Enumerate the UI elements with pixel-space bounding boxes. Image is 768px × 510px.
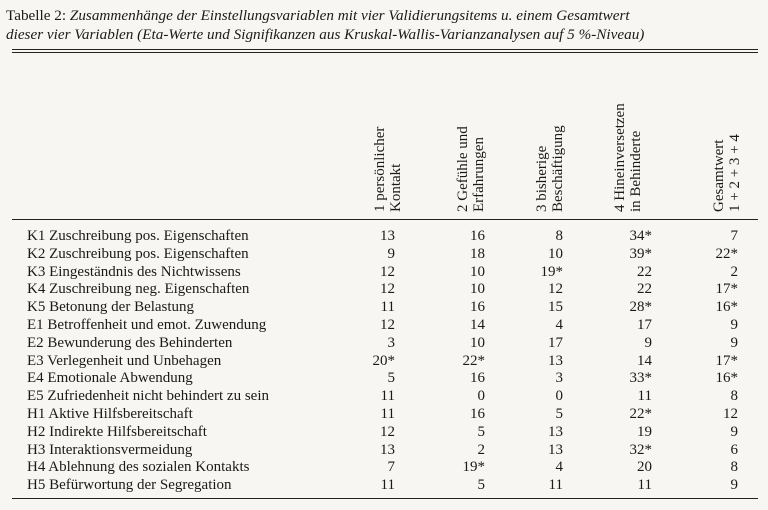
cell-col-4: 9: [644, 334, 652, 351]
cell-col-1: 7: [387, 459, 395, 476]
row-label: H3 Interaktionsvermeidung: [27, 441, 193, 458]
cell-col-5: 12: [723, 406, 738, 422]
table-row: [0, 299, 768, 317]
cell-col-2: 5: [477, 423, 485, 440]
cell-col-3: 19*: [540, 263, 563, 280]
row-label: E5 Zufriedenheit nicht behindert zu sein: [27, 388, 269, 405]
cell-col-3: 10: [548, 245, 563, 262]
table-row: [0, 477, 768, 495]
cell-col-2: 14: [470, 317, 485, 333]
cell-col-5: 16*: [715, 370, 738, 387]
table-row: [0, 388, 768, 406]
cell-col-5: 8: [730, 459, 738, 476]
column-header-2-line-2: Erfahrungen: [470, 137, 487, 212]
cell-col-3: 5: [555, 406, 563, 422]
cell-col-1: 13: [380, 441, 395, 458]
column-header-3-line-1: 3 bisherige: [534, 145, 550, 212]
bottom-rule: [12, 498, 758, 499]
row-label: H5 Befürwortung der Segregation: [27, 477, 232, 494]
cell-col-4: 11: [637, 477, 652, 494]
row-label: E2 Bewunderung des Behinderten: [27, 334, 233, 351]
cell-col-2: 19*: [462, 459, 485, 476]
caption-lead: Tabelle 2:: [6, 7, 70, 24]
cell-col-5: 2: [730, 263, 738, 280]
cell-col-3: 11: [548, 477, 563, 494]
cell-col-5: 17*: [715, 352, 738, 369]
cell-col-3: 17: [548, 334, 563, 351]
cell-col-3: 3: [555, 370, 563, 387]
row-label: H2 Indirekte Hilfsbereitschaft: [27, 423, 207, 440]
caption-title: Zusammenhänge der Einstellungsvariablen mit vier Validierungsitems u. einem Gesamtwert: [69, 7, 630, 24]
column-header-5-line-2: 1 + 2 + 3 + 4: [726, 134, 743, 212]
cell-col-2: 2: [477, 441, 485, 458]
column-header-2: [456, 126, 487, 212]
cell-col-2: 16: [470, 299, 485, 316]
table-row: [0, 317, 768, 335]
cell-col-1: 12: [380, 263, 395, 280]
cell-col-3: 15: [548, 299, 563, 316]
cell-col-2: 10: [470, 281, 485, 298]
row-label: H1 Aktive Hilfsbereitschaft: [27, 406, 193, 422]
cell-col-3: 0: [555, 388, 563, 405]
row-label: K5 Betonung der Belastung: [27, 299, 195, 316]
cell-col-2: 5: [477, 477, 485, 494]
column-header-3: [535, 125, 566, 212]
cell-col-5: 17*: [715, 281, 738, 298]
column-header-3-line-2: Beschäftigung: [549, 125, 566, 212]
cell-col-1: 12: [380, 317, 395, 333]
cell-col-4: 17: [637, 317, 652, 333]
cell-col-1: 12: [380, 281, 395, 298]
cell-col-1: 11: [380, 406, 395, 422]
cell-col-1: 11: [380, 388, 395, 405]
column-header-1-line-2: Kontakt: [387, 163, 404, 212]
cell-col-2: 22*: [462, 352, 485, 369]
cell-col-4: 14: [637, 352, 652, 369]
table-row: [0, 335, 768, 353]
cell-col-2: 16: [470, 228, 485, 244]
cell-col-5: 9: [730, 317, 738, 333]
cell-col-5: 6: [730, 441, 738, 458]
header-rule: [12, 219, 758, 220]
caption-line-1: [6, 6, 762, 25]
row-label: E3 Verlegenheit und Unbehagen: [27, 352, 222, 369]
row-label: K4 Zuschreibung neg. Eigenschaften: [27, 281, 250, 298]
cell-col-4: 22: [637, 263, 652, 280]
cell-col-4: 20: [637, 459, 652, 476]
table-row: [0, 246, 768, 264]
cell-col-5: 9: [730, 334, 738, 351]
cell-col-3: 4: [555, 317, 563, 333]
cell-col-1: 11: [380, 477, 395, 494]
cell-col-3: 13: [548, 441, 563, 458]
cell-col-1: 5: [387, 370, 395, 387]
cell-col-5: 16*: [715, 299, 738, 316]
cell-col-1: 11: [380, 299, 395, 316]
cell-col-5: 9: [730, 423, 738, 440]
cell-col-4: 32*: [629, 441, 652, 458]
cell-col-1: 3: [387, 334, 395, 351]
column-header-2-line-1: 2 Gefühle und: [455, 126, 471, 212]
top-rule-2: [12, 52, 758, 53]
row-label: H4 Ablehnung des sozialen Kontakts: [27, 459, 250, 476]
cell-col-4: 39*: [629, 245, 652, 262]
cell-col-4: 28*: [629, 299, 652, 316]
cell-col-2: 16: [470, 370, 485, 387]
table-row: [0, 353, 768, 371]
caption-line-2: dieser vier Variablen (Eta-Werte und Signifikanzen aus Kruskal-Wallis-Varianzanalysen auf 5 %-Niveau): [6, 26, 645, 43]
top-rule-1: [12, 49, 758, 50]
row-label: K3 Eingeständnis des Nichtwissens: [27, 263, 241, 280]
row-label: K1 Zuschreibung pos. Eigenschaften: [27, 228, 249, 244]
cell-col-1: 12: [380, 423, 395, 440]
table-row: [0, 459, 768, 477]
cell-col-1: 9: [387, 245, 395, 262]
cell-col-4: 19: [637, 423, 652, 440]
row-label: E1 Betroffenheit und emot. Zuwendung: [27, 317, 267, 333]
cell-col-3: 8: [555, 228, 563, 244]
column-header-4-line-1: 4 Hineinversetzen: [612, 103, 628, 212]
cell-col-2: 0: [477, 388, 485, 405]
cell-col-2: 10: [470, 334, 485, 351]
table-row: [0, 442, 768, 460]
column-header-5-line-1: Gesamtwert: [711, 139, 727, 212]
table-row: [0, 228, 768, 246]
cell-col-5: 8: [730, 388, 738, 405]
column-header-4: [613, 103, 644, 212]
row-label: E4 Emotionale Abwendung: [27, 370, 193, 387]
cell-col-5: 22*: [715, 245, 738, 262]
column-header-5: [712, 134, 743, 212]
table-caption: [6, 6, 762, 44]
cell-col-5: 7: [730, 228, 738, 244]
cell-col-3: 12: [548, 281, 563, 298]
cell-col-2: 18: [470, 245, 485, 262]
table-row: [0, 424, 768, 442]
cell-col-1: 20*: [372, 352, 395, 369]
cell-col-3: 13: [548, 423, 563, 440]
table-row: [0, 281, 768, 299]
column-header-1: [373, 127, 404, 212]
column-header-1-line-1: 1 persönlicher: [372, 126, 388, 212]
row-label: K2 Zuschreibung pos. Eigenschaften: [27, 245, 249, 262]
cell-col-4: 11: [637, 388, 652, 405]
cell-col-5: 9: [730, 477, 738, 494]
cell-col-4: 22: [637, 281, 652, 298]
cell-col-1: 13: [380, 228, 395, 244]
cell-col-3: 4: [555, 459, 563, 476]
table-row: [0, 264, 768, 282]
table-row: [0, 370, 768, 388]
cell-col-4: 22*: [629, 406, 652, 422]
cell-col-3: 13: [548, 352, 563, 369]
column-header-4-line-2: in Behinderte: [627, 130, 644, 212]
cell-col-4: 33*: [629, 370, 652, 387]
cell-col-2: 10: [470, 263, 485, 280]
cell-col-4: 34*: [629, 228, 652, 244]
cell-col-2: 16: [470, 406, 485, 422]
table-row: [0, 406, 768, 424]
